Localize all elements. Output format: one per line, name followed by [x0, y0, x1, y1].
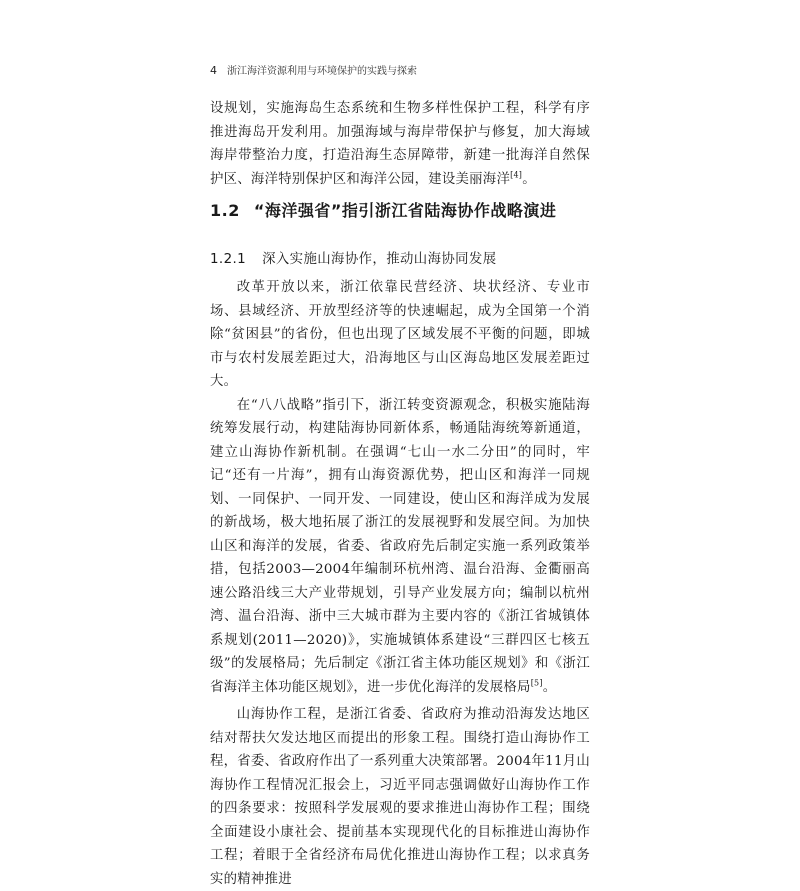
page-number: 4 [210, 64, 217, 77]
running-title: 浙江海洋资源利用与环境保护的实践与探索 [227, 66, 417, 77]
intro-block [210, 97, 590, 191]
paragraph-2-text: 在“八八战略”指引下，浙江转变资源观念，积极实施陆海统筹发展行动，构建陆海协同新体系，畅通陆海统筹新通道，建立山海协作新机制。在强调“七山一水二分田”的同时，牢记“还有一片海”，拥有山海资源优势，把山区和海洋一同规划、一同保护、一同开发、一同建设，使山区和海洋成为发展的新战场，极大地拓展了浙江的发展视野和发展空间。为加快山区和海洋的发展，省委、省政府先后制定实施一系列政策举措，包括2003—2004年编制环杭州湾、温台沿海、金衢丽高速公路沿线三大产业带规划，引导产业发展方向；编制以杭州湾、温台沿海、浙中三大城市群为主要内容的《浙江省城镇体系规划(2011—2020)》，实施城镇体系建设“三群四区七核五级”的发展格局；先后制定《浙江省主体功能区规划》和《浙江省海洋主体功能区规划》，进一步优化海洋的发展格局 [210, 397, 590, 695]
body-block [210, 276, 590, 891]
intro-end: 。 [522, 171, 536, 187]
intro-paragraph [210, 97, 590, 191]
running-header [210, 62, 417, 77]
subsection-heading [210, 248, 497, 267]
subsection-title: 深入实施山海协作，推动山海协同发展 [262, 252, 497, 267]
paragraph-1: 改革开放以来，浙江依靠民营经济、块状经济、专业市场、县域经济、开放型经济等的快速崛起，成为全国第一个消除“贫困县”的省份，但也出现了区域发展不平衡的问题，即城市与农村发展差距过大，沿海地区与山区海岛地区发展差距过大。 [210, 280, 590, 389]
paragraph-3: 山海协作工程，是浙江省委、省政府为推动沿海发达地区结对帮扶欠发达地区而提出的形象工程。围绕打造山海协作工程，省委、省政府作出了一系列重大决策部署。2004年11月山海协作工程情况汇报会上，习近平同志强调做好山海协作工作的四条要求：按照科学发展观的要求推进山海协作工程；围绕全面建设小康社会、提前基本实现现代化的目标推进山海协作工程；着眼于全省经济布局优化推进山海协作工程；以求真务实的精神推进 [210, 707, 590, 887]
subsection-number: 1.2.1 [210, 252, 247, 267]
citation-ref: [4] [510, 170, 523, 180]
section-heading [210, 198, 556, 221]
section-title: “海洋强省”指引浙江省陆海协作战略演进 [253, 201, 557, 220]
paragraph-2 [210, 394, 590, 700]
section-number: 1.2 [210, 201, 240, 220]
intro-text: 设规划，实施海岛生态系统和生物多样性保护工程，科学有序推进海岛开发利用。加强海域与海岸带保护与修复，加大海域海岸带整治力度，打造沿海生态屏障带，新建一批海洋自然保护区、海洋特别保护区和海洋公园，建设美丽海洋 [210, 101, 590, 187]
citation-ref: [5] [530, 678, 543, 688]
paragraph-2-end: 。 [542, 679, 557, 695]
